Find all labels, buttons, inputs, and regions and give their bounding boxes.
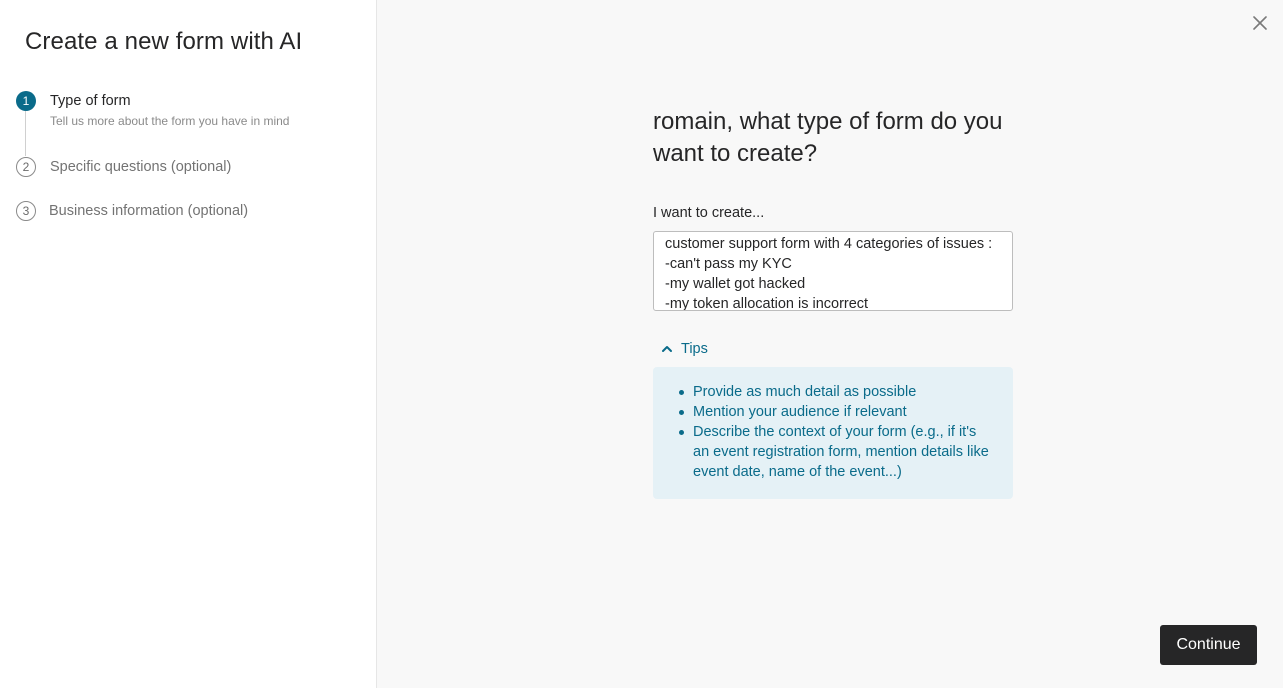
step-number-3: 3: [16, 201, 36, 221]
close-button[interactable]: [1249, 12, 1271, 34]
step-number-1: 1: [16, 91, 36, 111]
chevron-up-icon: [661, 343, 673, 355]
sidebar: [0, 0, 377, 688]
step-label: Type of form: [50, 93, 131, 109]
tips-toggle[interactable]: [661, 341, 708, 357]
sidebar-title: Create a new form with AI: [25, 28, 303, 55]
tips-toggle-label: Tips: [681, 341, 708, 357]
continue-button[interactable]: Continue: [1160, 625, 1257, 665]
tip-item: Describe the context of your form (e.g., if it's an event registration form, mention details like event date, name of the event...): [693, 422, 993, 482]
page-heading: romain, what type of form do you want to create?: [653, 108, 1003, 167]
step-description: Tell us more about the form you have in mind: [50, 114, 290, 128]
form-description-input[interactable]: [653, 231, 1013, 311]
tips-panel: [653, 367, 1013, 499]
step-specific-questions[interactable]: [16, 157, 231, 177]
step-number-2: 2: [16, 157, 36, 177]
tip-item: Provide as much detail as possible: [693, 382, 993, 402]
step-label: Specific questions (optional): [50, 159, 232, 175]
close-icon: [1253, 16, 1267, 30]
step-business-information[interactable]: [16, 201, 248, 221]
tip-item: Mention your audience if relevant: [693, 402, 993, 422]
step-label: Business information (optional): [49, 203, 249, 219]
form-description-label: I want to create...: [653, 205, 765, 221]
step-type-of-form[interactable]: [16, 91, 289, 128]
tips-list: [693, 382, 993, 482]
